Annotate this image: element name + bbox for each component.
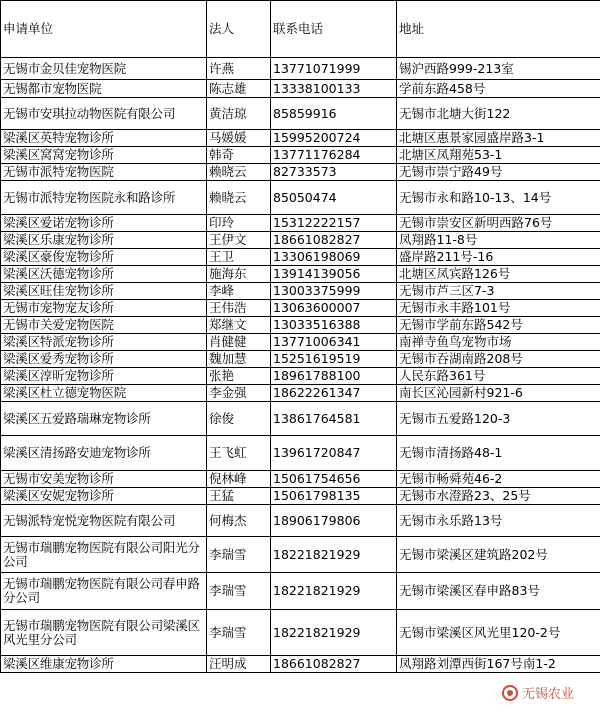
cell-unit: 梁溪区窝窝宠物诊所	[1, 147, 207, 164]
cell-phone: 18906179806	[271, 505, 397, 537]
table-row	[1, 334, 600, 351]
cell-phone: 85859916	[271, 98, 397, 130]
header-address: 地址	[397, 1, 600, 58]
wechat-logo-icon	[502, 685, 518, 701]
cell-legal-person: 赖晓云	[207, 164, 271, 181]
cell-unit: 无锡市金贝佳宠物医院	[1, 58, 207, 80]
table-row	[1, 385, 600, 402]
cell-address: 无锡市水澄路23、25号	[397, 488, 600, 505]
cell-phone: 13961720847	[271, 436, 397, 471]
table-row	[1, 436, 600, 471]
cell-phone: 13033516388	[271, 317, 397, 334]
cell-unit: 无锡派特宠悦宠物医院有限公司	[1, 505, 207, 537]
cell-legal-person: 王飞虹	[207, 436, 271, 471]
cell-address: 无锡市清扬路48-1	[397, 436, 600, 471]
cell-address: 无锡市梁溪区春申路83号	[397, 573, 600, 610]
cell-unit: 梁溪区英特宠物诊所	[1, 130, 207, 147]
table-row	[1, 402, 600, 436]
cell-legal-person: 印玲	[207, 215, 271, 232]
cell-phone: 13063600007	[271, 300, 397, 317]
cell-phone: 15312222157	[271, 215, 397, 232]
cell-address: 北塘区凤宾路126号	[397, 266, 600, 283]
cell-phone: 18661082827	[271, 656, 397, 673]
table-row	[1, 147, 600, 164]
cell-phone: 13771006341	[271, 334, 397, 351]
table-row	[1, 656, 600, 673]
cell-phone: 18221821929	[271, 573, 397, 610]
cell-unit: 梁溪区五爱路瑞琳宠物诊所	[1, 402, 207, 436]
cell-unit: 无锡市关爱宠物医院	[1, 317, 207, 334]
cell-address: 南禅寺鱼鸟宠物市场	[397, 334, 600, 351]
cell-unit: 无锡都市宠物医院	[1, 80, 207, 98]
table-row	[1, 266, 600, 283]
watermark-text: 无锡农业	[521, 687, 574, 702]
cell-legal-person: 赖晓云	[207, 181, 271, 215]
cell-legal-person: 李金强	[207, 385, 271, 402]
cell-unit: 无锡市瑞鹏宠物医院有限公司阳光分公司	[1, 537, 207, 573]
cell-legal-person: 王猛	[207, 488, 271, 505]
cell-unit: 梁溪区沃德宠物诊所	[1, 266, 207, 283]
cell-legal-person: 何梅杰	[207, 505, 271, 537]
table-row	[1, 300, 600, 317]
cell-address: 无锡市吞湖南路208号	[397, 351, 600, 368]
table-row	[1, 58, 600, 80]
cell-phone: 13771176284	[271, 147, 397, 164]
cell-phone: 13914139056	[271, 266, 397, 283]
header-phone: 联系电话	[271, 1, 397, 58]
cell-legal-person: 郑继文	[207, 317, 271, 334]
table-row	[1, 610, 600, 656]
header-legal-person: 法人	[207, 1, 271, 58]
cell-legal-person: 李瑞雪	[207, 610, 271, 656]
cell-unit: 梁溪区乐康宠物诊所	[1, 232, 207, 249]
cell-legal-person: 许燕	[207, 58, 271, 80]
cell-unit: 梁溪区爱秀宠物诊所	[1, 351, 207, 368]
cell-legal-person: 李峰	[207, 283, 271, 300]
cell-unit: 梁溪区特派宠物诊所	[1, 334, 207, 351]
table-row	[1, 232, 600, 249]
cell-address: 无锡市北塘大街122	[397, 98, 600, 130]
table-row	[1, 573, 600, 610]
cell-address: 无锡市崇宁路49号	[397, 164, 600, 181]
table-row	[1, 471, 600, 488]
cell-address: 盛岸路211号-16	[397, 249, 600, 266]
cell-phone: 18221821929	[271, 610, 397, 656]
cell-address: 无锡市永丰路101号	[397, 300, 600, 317]
cell-unit: 梁溪区杜立德宠物医院	[1, 385, 207, 402]
cell-legal-person: 张艳	[207, 368, 271, 385]
cell-phone: 15061754656	[271, 471, 397, 488]
cell-address: 凤翔路刘潭西街167号南1-2	[397, 656, 600, 673]
cell-phone: 13771071999	[271, 58, 397, 80]
cell-unit: 梁溪区淳昕宠物诊所	[1, 368, 207, 385]
cell-legal-person: 王伊文	[207, 232, 271, 249]
cell-legal-person: 王卫	[207, 249, 271, 266]
table-row	[1, 505, 600, 537]
cell-address: 无锡市五爱路120-3	[397, 402, 600, 436]
table-row	[1, 249, 600, 266]
cell-address: 人民东路361号	[397, 368, 600, 385]
cell-legal-person: 王伟浩	[207, 300, 271, 317]
cell-unit: 梁溪区爱诺宠物诊所	[1, 215, 207, 232]
cell-unit: 无锡市安美宠物诊所	[1, 471, 207, 488]
cell-phone: 85050474	[271, 181, 397, 215]
cell-phone: 13861764581	[271, 402, 397, 436]
cell-phone: 13003375999	[271, 283, 397, 300]
cell-unit: 无锡市宠物宠友诊所	[1, 300, 207, 317]
table-row	[1, 215, 600, 232]
cell-legal-person: 汪明成	[207, 656, 271, 673]
cell-address: 无锡市学前东路542号	[397, 317, 600, 334]
cell-phone: 18221821929	[271, 537, 397, 573]
cell-unit: 梁溪区维康宠物诊所	[1, 656, 207, 673]
table-row	[1, 351, 600, 368]
cell-unit: 无锡市安琪拉动物医院有限公司	[1, 98, 207, 130]
table-row	[1, 368, 600, 385]
table-row	[1, 98, 600, 130]
table-row	[1, 488, 600, 505]
cell-address: 北塘区惠景家园盛岸路3-1	[397, 130, 600, 147]
cell-phone: 13306198069	[271, 249, 397, 266]
cell-legal-person: 施海东	[207, 266, 271, 283]
cell-unit: 梁溪区清扬路安迪宠物诊所	[1, 436, 207, 471]
cell-unit: 无锡市派特宠物医院	[1, 164, 207, 181]
cell-legal-person: 倪林峰	[207, 471, 271, 488]
table-row	[1, 283, 600, 300]
table-row	[1, 164, 600, 181]
cell-unit: 梁溪区安妮宠物诊所	[1, 488, 207, 505]
cell-phone: 18661082827	[271, 232, 397, 249]
cell-address: 无锡市永和路10-13、14号	[397, 181, 600, 215]
watermark	[498, 682, 578, 703]
cell-legal-person: 李瑞雪	[207, 573, 271, 610]
cell-address: 无锡市畅舜苑46-2	[397, 471, 600, 488]
cell-phone: 15251619519	[271, 351, 397, 368]
cell-address: 锡沪西路999-213室	[397, 58, 600, 80]
cell-unit: 无锡市瑞鹏宠物医院有限公司梁溪区风光里分公司	[1, 610, 207, 656]
cell-unit: 无锡市瑞鹏宠物医院有限公司春申路分公司	[1, 573, 207, 610]
cell-legal-person: 马媛媛	[207, 130, 271, 147]
cell-address: 无锡市芦三区7-3	[397, 283, 600, 300]
cell-legal-person: 黄洁琼	[207, 98, 271, 130]
cell-address: 无锡市梁溪区风光里120-2号	[397, 610, 600, 656]
table-row	[1, 80, 600, 98]
cell-address: 北塘区凤翔苑53-1	[397, 147, 600, 164]
table-row	[1, 181, 600, 215]
cell-address: 无锡市永乐路13号	[397, 505, 600, 537]
cell-address: 凤翔路11-8号	[397, 232, 600, 249]
cell-phone: 15995200724	[271, 130, 397, 147]
cell-phone: 82733573	[271, 164, 397, 181]
cell-address: 无锡市梁溪区建筑路202号	[397, 537, 600, 573]
cell-unit: 梁溪区豪俊宠物诊所	[1, 249, 207, 266]
cell-legal-person: 韩奇	[207, 147, 271, 164]
cell-address: 无锡市崇安区新明西路76号	[397, 215, 600, 232]
cell-address: 南长区沁园新村921-6	[397, 385, 600, 402]
cell-phone: 13338100133	[271, 80, 397, 98]
table-row	[1, 537, 600, 573]
cell-unit: 无锡市派特宠物医院永和路诊所	[1, 181, 207, 215]
table-row	[1, 317, 600, 334]
cell-legal-person: 陈志雄	[207, 80, 271, 98]
cell-legal-person: 肖健健	[207, 334, 271, 351]
cell-legal-person: 徐俊	[207, 402, 271, 436]
cell-legal-person: 李瑞雪	[207, 537, 271, 573]
table-header-row	[1, 1, 600, 58]
cell-address: 学前东路458号	[397, 80, 600, 98]
table-row	[1, 130, 600, 147]
cell-phone: 18622261347	[271, 385, 397, 402]
cell-legal-person: 魏加慧	[207, 351, 271, 368]
cell-unit: 梁溪区旺佳宠物诊所	[1, 283, 207, 300]
header-applicant-unit: 申请单位	[1, 1, 207, 58]
cell-phone: 15061798135	[271, 488, 397, 505]
cell-phone: 18961788100	[271, 368, 397, 385]
